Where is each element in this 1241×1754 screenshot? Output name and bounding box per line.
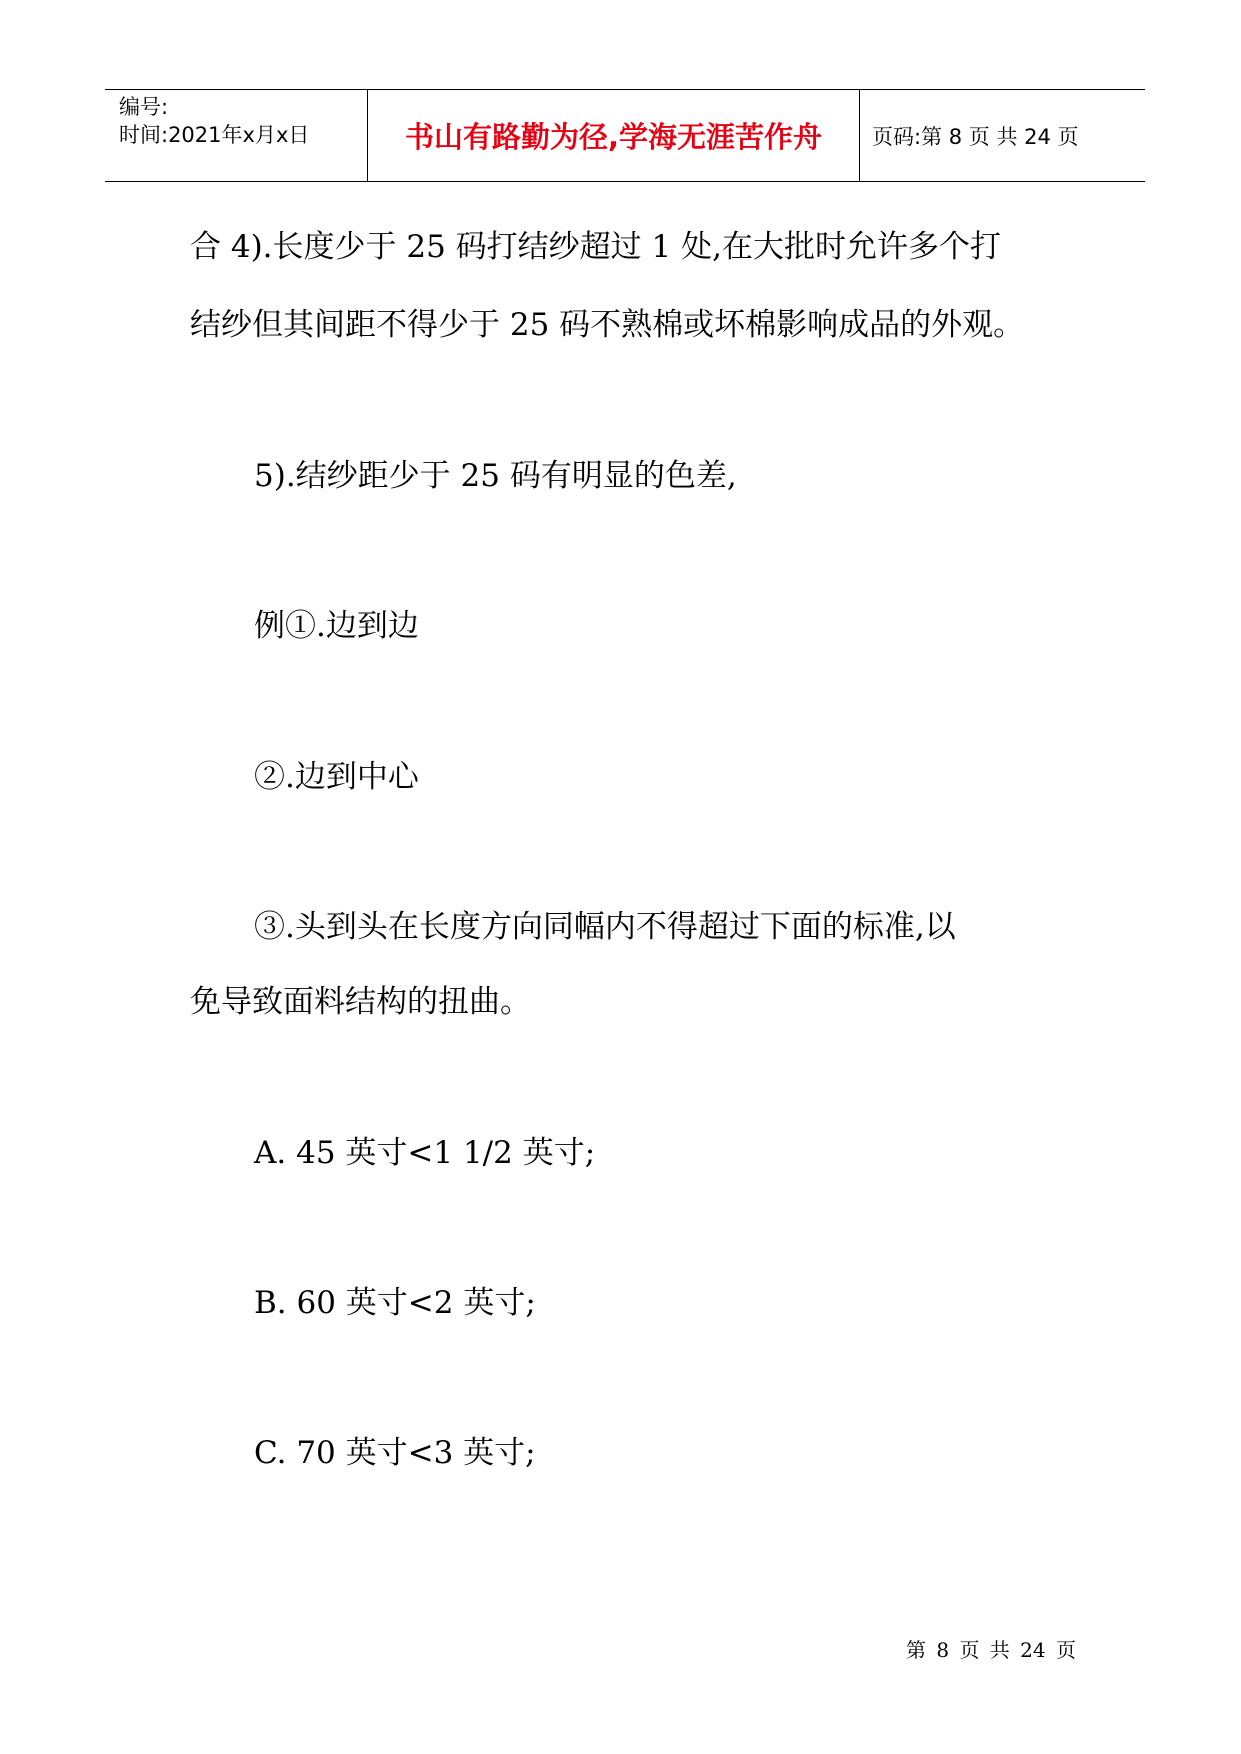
paragraph-line: 结纱但其间距不得少于 25 码不熟棉或坏棉影响成品的外观。 (190, 307, 1025, 343)
page-header (105, 89, 1145, 182)
paragraph-line: ②.边到中心 (254, 759, 419, 795)
header-page-label: 页码:第 8 页 共 24 页 (872, 124, 1079, 149)
paragraph-line: ③.头到头在长度方向同幅内不得超过下面的标准,以 (254, 909, 956, 945)
paragraph-line: 例①.边到边 (254, 608, 419, 644)
header-motto: 书山有路勤为径,学海无涯苦作舟 (368, 90, 860, 181)
list-item-b: B. 60 英寸<2 英寸; (254, 1285, 536, 1321)
header-meta-cell (105, 90, 368, 181)
list-item-a: A. 45 英寸<1 1/2 英寸; (254, 1135, 596, 1171)
paragraph-line: 5).结纱距少于 25 码有明显的色差, (254, 458, 737, 494)
paragraph-line: 免导致面料结构的扭曲。 (190, 984, 531, 1020)
paragraph-line: 合 4).长度少于 25 码打结纱超过 1 处,在大批时允许多个打 (190, 229, 1001, 265)
time-label: 时间:2021年x月x日 (119, 123, 310, 147)
page-footer: 第 8 页 共 24 页 (906, 1638, 1076, 1662)
list-item-c: C. 70 英寸<3 英寸; (254, 1435, 536, 1471)
number-label: 编号: (119, 95, 169, 119)
